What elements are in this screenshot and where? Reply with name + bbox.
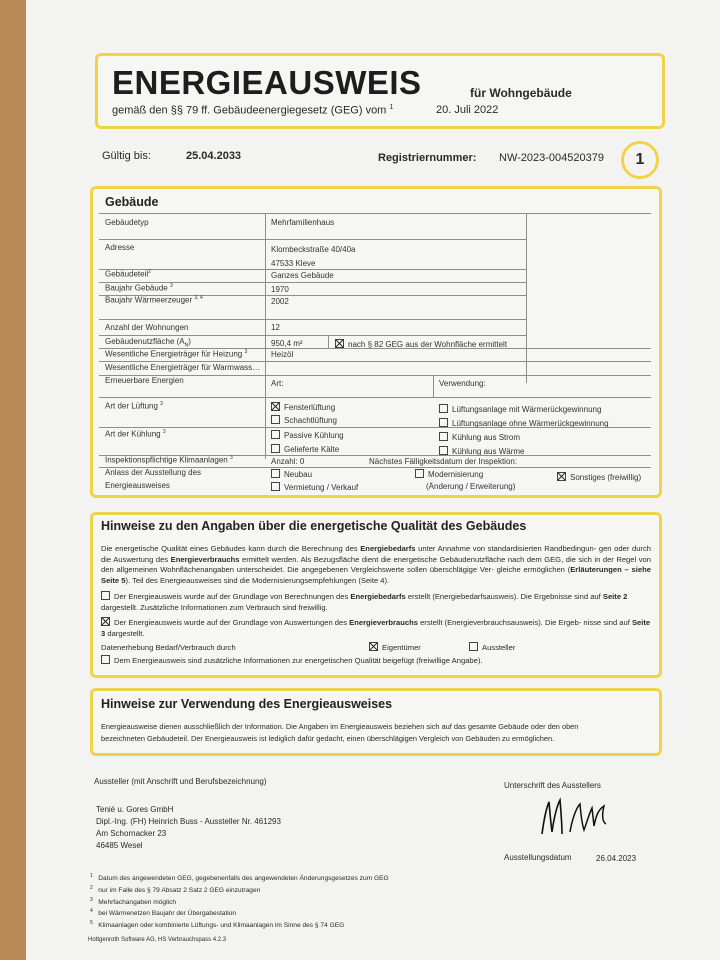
occasion-modern-text: Modernisierung [428,470,484,479]
aircon-count: Anzahl: 0 [271,457,305,466]
issuer-line3: Am Schornacker 23 [96,829,167,838]
footnote-4-num: 4 [90,908,93,915]
cooling-text: Art der Kühlung [105,429,161,439]
cool-heat-checkbox[interactable] [439,446,448,455]
usage-text-1: Energieausweise dienen ausschließlich der Information. Die Angaben im Energieausweis beziehen sich auf das gesamte Gebäude oder den oben [101,722,579,731]
footnote-1-text: Datum des angewendeten GEG, gegebenenfalls des angewendeten Änderungsgesetzes zum GEG [98,875,389,883]
heater-year-value: 2002 [271,297,289,306]
floor-area-sub: N [184,342,189,349]
heater-year-text: Baujahr Wärmeerzeuger [105,295,193,305]
notes-box [90,512,662,678]
build-year-text: Baujahr Gebäude [105,283,168,293]
option-consumption-a: Der Energieausweis wurde auf der Grundlage von Auswertungen des [114,618,348,627]
vent-shaft[interactable] [271,415,337,425]
registration-value: NW-2023-004520379 [499,152,604,164]
heating-carrier-label [105,349,247,359]
renewables-type: Art: [271,379,284,388]
occasion-other-checkbox[interactable] [557,472,566,481]
footnote-2-num: 2 [90,884,93,891]
footnote-2 [90,884,389,896]
floor-area-text: Gebäudenutzfläche (A [105,337,185,346]
option-consumption-d: dargestellt. [107,628,145,638]
option-additional-checkbox[interactable] [101,655,110,664]
renewables-label: Erneuerbare Energien [105,376,184,385]
usage-box [90,688,662,756]
occasion-rent-text: Vermietung / Verkauf [284,483,359,492]
collector-owner[interactable] [369,642,421,655]
ventilation-label [105,401,163,411]
cool-delivered-text: Gelieferte Kälte [284,445,340,454]
option-demand-a: Der Energieausweis wurde auf der Grundlage von Berechnungen des [114,592,349,601]
build-year-sup: 3 [169,283,173,289]
cool-passive-text: Passive Kühlung [284,431,344,440]
building-box [90,186,662,498]
issue-date-label: Ausstellungsdatum [504,853,572,862]
collector-owner-checkbox[interactable] [369,642,378,651]
vent-window-text: Fensterlüftung [284,403,336,412]
heating-carrier-text: Wesentliche Energieträger für Heizung [105,349,243,359]
footnote-4-text: bei Wärmenetzen Baujahr der Übergabestation [98,910,237,918]
option-demand-bold: Energiebedarfs [350,592,406,601]
usage-heading: Hinweise zur Verwendung des Energieausweises [101,697,393,711]
footnote-3 [90,896,389,908]
issuer-label: Aussteller (mit Anschrift und Berufsbezeichnung) [94,777,267,786]
cool-delivered[interactable] [271,444,339,454]
notes-p2-bold: Energieverbrauchs [170,554,240,564]
notes-p1-bold: Energiebedarfs [360,544,416,553]
law-date: 20. Juli 2022 [436,104,499,116]
occasion-new-checkbox[interactable] [271,469,280,478]
address-line1: Klombeckstraße 40/40a [271,245,356,254]
building-type-value: Mehrfamilienhaus [271,218,335,227]
option-additional[interactable] [101,655,483,668]
ventilation-sup: 3 [160,401,163,407]
address-line2: 47533 Kleve [271,259,316,268]
occasion-label-2: Energieausweises [105,481,170,490]
building-part-sup: 2 [148,269,151,275]
occasion-new[interactable] [271,469,312,479]
option-consumption-c: nisse sind auf [583,618,630,627]
vent-with-recovery-text: Lüftungsanlage mit Wärmerückgewinnung [452,405,602,414]
aircon-label [105,455,233,465]
legal-basis-text: gemäß den §§ 79 ff. Gebäudeenergiegesetz (GEG) vom [112,104,387,117]
footnote-3-text: Mehrfachangaben möglich [98,898,176,906]
occasion-modern-checkbox[interactable] [415,469,424,478]
footnote-1-num: 1 [90,873,93,879]
units-label: Anzahl der Wohnungen [105,323,189,332]
footnote-2-text: nur im Falle des § 79 Absatz 2 Satz 2 GEG einzutragen [98,886,261,894]
cool-electric-text: Kühlung aus Strom [452,433,521,442]
notes-paragraph [101,544,651,586]
option-consumption-page: Seite 3 [101,618,651,638]
notes-p4: gleiche ermöglichen ( [496,565,571,574]
notes-heading: Hinweise zu den Angaben über die energetische Qualität des Gebäudes [101,519,527,533]
option-consumption-b: erstellt (Energieverbrauchsausweis). Die Ergeb- [420,618,582,627]
address-label: Adresse [105,243,135,252]
vent-shaft-checkbox[interactable] [271,415,280,424]
footnotes [90,872,389,931]
collector-issuer-text: Aussteller [482,643,516,652]
building-part-value: Ganzes Gebäude [271,271,334,280]
document-title: ENERGIEAUSWEIS [112,64,422,101]
occasion-label-1: Anlass der Ausstellung des [105,468,202,477]
option-demand-checkbox[interactable] [101,591,110,600]
occasion-modern-sub: (Änderung / Erweiterung) [426,482,516,491]
heating-carrier-value: Heizöl [271,350,294,359]
usage-text-2: bezeichneten Gebäudeteil. Der Energieausweis ist lediglich dafür gedacht, einen überschlägigen Vergleich von Gebäuden zu ermöglichen. [101,734,555,743]
build-year-value: 1970 [271,285,289,294]
valid-value: 25.04.2033 [186,150,242,162]
occasion-other-text: Sonstiges (freiwillig) [570,473,642,482]
floor-area-value: 950,4 m² [271,339,303,348]
vent-without-recovery-checkbox[interactable] [439,418,448,427]
title-box [95,53,665,129]
option-demand-c: auf [590,592,601,601]
option-demand[interactable] [101,591,651,613]
vent-with-recovery[interactable] [439,404,601,414]
valid-label: Gültig bis: [102,150,151,162]
aircon-text: Inspektionspflichtige Klimaanlagen [105,455,228,465]
renewables-usage: Verwendung: [439,379,486,388]
floor-area-note-text: nach § 82 GEG aus der Wohnfläche ermittelt [348,340,508,349]
heating-carrier-sup: 3 [244,349,248,355]
footnote-5 [90,919,389,931]
building-heading: Gebäude [105,195,159,209]
option-demand-d: dargestellt. Zusätzliche Informationen zum Verbrauch sind freiwillig. [101,602,328,612]
water-carrier-label: Wesentliche Energieträger für Warmwass… [105,363,261,372]
floor-area-close: ) [188,337,191,346]
option-demand-page: Seite 2 [602,592,628,601]
footnote-mark: 1 [389,104,394,111]
desk-edge [0,0,26,960]
aircon-next-inspection: Nächstes Fälligkeitsdatum der Inspektion: [369,457,518,466]
certificate-page [26,0,720,960]
vent-shaft-text: Schachtlüftung [284,416,337,425]
option-demand-b: erstellt (Energiebedarfsausweis). Die Ergebnisse sind [407,592,589,601]
floor-area-checkbox[interactable] [335,339,344,348]
notes-p4-bold: Erläuterungen – siehe Seite 5 [101,565,651,585]
footnote-5-num: 5 [90,920,93,927]
cool-heat-text: Kühlung aus Wärme [452,447,525,456]
heater-year-label [105,295,203,305]
option-consumption-checkbox[interactable] [101,617,110,626]
option-consumption[interactable] [101,617,651,639]
occasion-modern[interactable] [415,469,483,479]
option-consumption-bold: Energieverbrauchs [349,618,418,627]
collector-issuer-checkbox[interactable] [469,642,478,651]
ventilation-text: Art der Lüftung [105,401,158,411]
notes-p3: GEG, die sich in der Regel von den allgemeinen Wohnflächenangaben unterscheidet. Die angegebenen Vergleichswerte sollen überschlägige Ver- [101,554,651,574]
units-value: 12 [271,323,280,332]
vent-with-recovery-checkbox[interactable] [439,404,448,413]
cool-passive-checkbox[interactable] [271,430,280,439]
building-type-label: Gebäudetyp [105,218,149,227]
occasion-rent-checkbox[interactable] [271,482,280,491]
issue-date-value: 26.04.2023 [596,854,637,863]
vent-without-recovery-text: Lüftungsanlage ohne Wärmerückgewinnung [452,419,609,428]
aircon-sup: 3 [229,455,233,461]
data-collection-label: Datenerhebung Bedarf/Verbrauch durch [101,643,236,652]
option-additional-text: Dem Energieausweis sind zusätzliche Informationen zur energetischen Qualität beigefügt (freiwillige Angabe). [114,656,483,665]
floor-area-label [105,337,191,349]
notes-p1: Die energetische Qualität eines Gebäudes kann durch die Berechnung des [101,544,358,553]
legal-basis [112,104,393,117]
notes-p1b: unter Annahme von standardisierten Randbedingun- [418,544,597,553]
signature-label: Unterschrift des Ausstellers [504,781,601,790]
issuer-line2: Dipl.-Ing. (FH) Heinrich Buss - Aussteller Nr. 461293 [96,817,281,826]
vent-window[interactable] [271,402,335,412]
cool-electric[interactable] [439,432,520,442]
notes-p2: gen oder durch die Auswertung des [101,544,651,564]
registration-label: Registriernummer: [378,152,477,164]
cooling-label [105,429,166,439]
heater-year-sup: 3, 4 [194,295,203,301]
signature-scribble [532,794,622,844]
software-credit: Hottgenroth Software AG, HS Verbrauchspass 4.2.3 [88,937,227,943]
footnote-3-num: 3 [90,896,93,903]
cool-passive[interactable] [271,430,344,440]
notes-p4b: ). Teil des Energieausweises sind die Modernisierungsempfehlungen (Seite 4). [125,575,390,585]
cool-electric-checkbox[interactable] [439,432,448,441]
building-part-text: Gebäudeteil [105,269,149,279]
cool-delivered-checkbox[interactable] [271,444,280,453]
cooling-sup: 3 [162,429,166,435]
collector-owner-text: Eigentümer [382,643,421,652]
build-year-label [105,283,173,293]
occasion-rent[interactable] [271,482,358,492]
footnote-5-text: Klimaanlagen oder kombinierte Lüftungs- und Klimaanlagen im Sinne des § 74 GEG [98,922,345,930]
collector-issuer[interactable] [469,642,515,655]
page-number-badge: 1 [621,141,659,179]
notes-p2b: ermittelt werden. Als Bezugsfläche dient die energetische Gebäudenutzfläche nach dem [241,554,542,564]
footnote-1 [90,872,389,884]
vent-window-checkbox[interactable] [271,402,280,411]
issuer-line1: Tenié u. Gores GmbH [96,805,174,814]
issuer-line4: 46485 Wesel [96,841,143,850]
building-part-label [105,269,151,279]
occasion-other[interactable] [557,472,641,482]
title-suffix: für Wohngebäude [470,86,572,100]
occasion-new-text: Neubau [284,470,313,479]
signature [532,794,622,844]
footnote-4 [90,907,389,919]
